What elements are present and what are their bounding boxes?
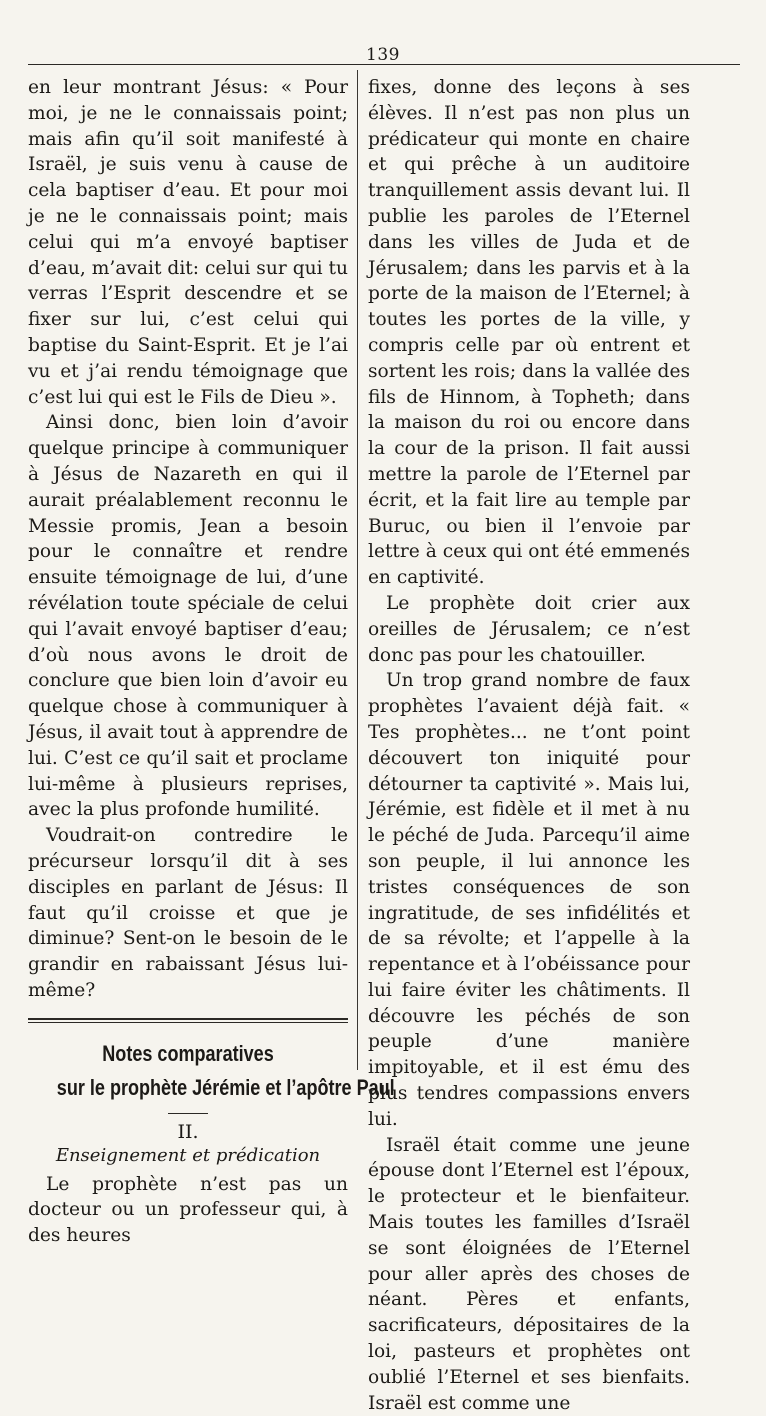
right-paragraph-4: Israël était comme une jeune épouse dont l’Eternel est l’époux, le protecteur et le bienfaiteur. Mais toutes les familles d’Israël se sont éloignées de l’Eternel pour aller après des choses de néant. Pères et enfants, sacrificateurs, dépositaires de la loi, pasteurs et prophètes ont oublié l’Eternel et ses bienfaits. Israël est comme une	[368, 1134, 690, 1414]
right-paragraph-1: fixes, donne des leçons à ses élèves. Il n’est pas non plus un prédicateur qui monte en chaire et qui prêche à un auditoire tranquillement assis devant lui. Il publie les paroles de l’Eternel dans les villes de Juda et de Jérusalem; dans les parvis et à la porte de la maison de l’Eternel; à toutes les portes de la ville, y compris celle par où entrent et sortent les rois; dans la vallée des fils de Hinnom, à Topheth; dans la maison du roi ou encore dans la cour de la prison. Il fait aussi mettre la parole de l’Eternel par écrit, et la fait lire au temple par Buruc, ou bien il l’envoie par lettre à ceux qui ont été emmenés en captivité.	[368, 77, 690, 589]
left-column	[28, 75, 395, 1249]
column-divider	[357, 70, 358, 1070]
left-paragraph-2: Ainsi donc, bien loin d’avoir quelque principe à communiquer à Jésus de Nazareth en qui il aurait préalablement reconnu le Messie promis, Jean a besoin pour le connaître et rendre ensuite témoignage de lui, d’une révélation toute spéciale de celui qui l’avait envoyé baptiser d’eau; d’où nous avons le droit de conclure que bien loin d’avoir eu quelque chose à communiquer à Jésus, il avait tout à apprendre de lui. C’est ce qu’il sait et proclame lui-même à plusieurs reprises, avec la plus profonde humilité.	[28, 412, 348, 821]
right-paragraph-2: Le prophète doit crier aux oreilles de Jérusalem; ce n’est donc pas pour les chatouiller.	[368, 592, 690, 666]
right-paragraph-3: Un trop grand nombre de faux prophètes l’avaient déjà fait. « Tes prophètes... ne t’ont point découvert ton iniquité pour détourner ta captivité ». Mais lui, Jérémie, est fidèle et il met à nu le péché de Juda. Parcequ’il aime son peuple, il lui annonce les tristes conséquences de son ingratitude, de ses infidélités et de sa révolte; et l’appelle à la repentance et à l’obéissance pour lui faire éviter les châtiments. Il découvre les péchés de son peuple d’une manière impitoyable, et il est ému des plus tendres compassions envers lui.	[368, 670, 690, 1130]
section-subtitle: Enseignement et prédication	[55, 1144, 321, 1166]
right-column	[368, 75, 690, 1416]
header-rule	[28, 64, 740, 65]
section-number: II.	[177, 1120, 199, 1143]
left-paragraph-3: Voudrait-on contredire le précurseur lorsqu’il dit à ses disciples en parlant de Jésus: Il faut qu’il croisse et que je diminue? Sent-on le besoin de le grandir en rabaissant Jésus lui-même?	[28, 825, 348, 1001]
page-number: 139	[366, 45, 400, 65]
left-paragraph-1: en leur montrant Jésus: « Pour moi, je ne le connaissais point; mais afin qu’il soit manifesté à Israël, je suis venu à cause de cela baptiser d’eau. Et pour moi je ne le connaissais point; mais celui qui m’a envoyé baptiser d’eau, m’avait dit: celui sur qui tu verras l’Esprit descendre et se fixer sur lui, c’est celui qui baptise du Saint-Esprit. Et je l’ai vu et j’ai rendu témoignage que c’est lui qui est le Fils de Dieu ».	[28, 77, 348, 408]
short-rule	[168, 1113, 208, 1114]
notes-title-line-1: Notes comparatives	[102, 1040, 274, 1066]
section-separator	[28, 1018, 348, 1023]
left-paragraph-4: Le prophète n’est pas un docteur ou un professeur qui, à des heures	[28, 1173, 348, 1247]
notes-title-line-2: sur le prophète Jérémie et l’apôtre Paul	[56, 1074, 395, 1100]
